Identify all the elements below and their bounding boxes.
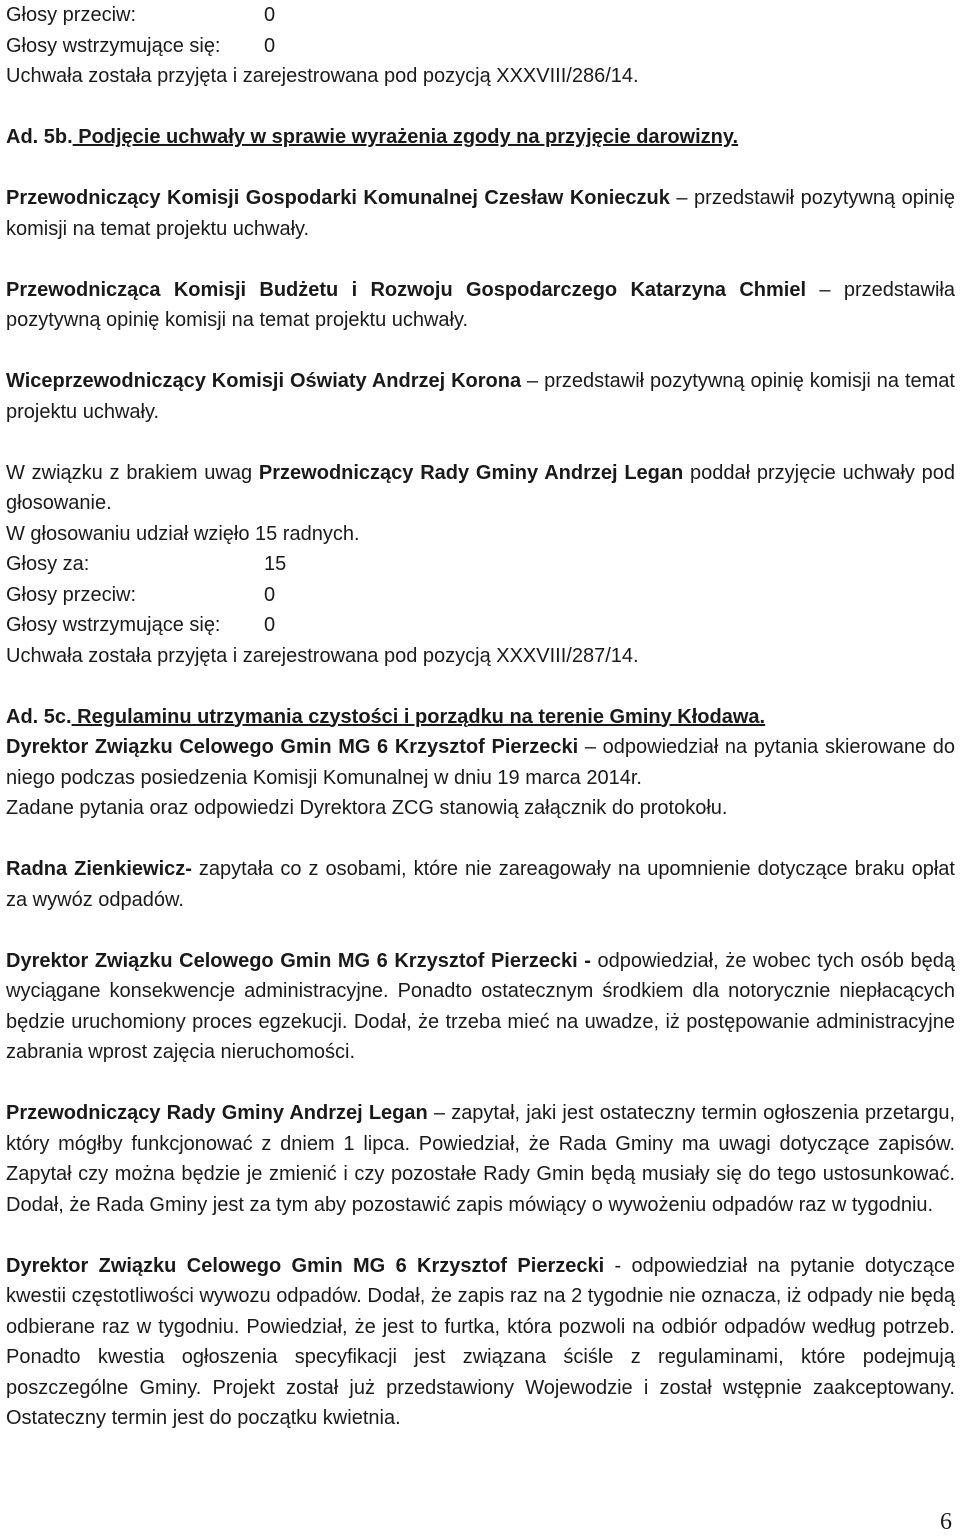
speaker-pierzecki: Dyrektor Związku Celowego Gmin MG 6 Krzysztof Pierzecki -: [6, 949, 591, 972]
vote-abstain-value: 0: [264, 614, 276, 636]
paragraph-text: - odpowiedział na pytanie dotyczące kwestii częstotliwości wywozu odpadów. Dodał, że zapis raz na 2 tygodnie nie oznacza, iż odpady nie będą odbierane raz w tygodniu. Powiedział, że jest to furtka, która pozwoli na odbiór odpadów według potrzeb. Ponadto kwestia ogłoszenia specyfikacji jest związana ściśle z regulaminami, które podejmują poszczególne Gminy. Projekt został już przedstawiony Wojewodzie i został wstępnie zaakceptowany. Ostateczny termin jest do początku kwietnia.: [6, 1254, 955, 1429]
vote-abstain-label: Głosy wstrzymujące się:: [6, 34, 221, 57]
vote-participation: W głosowaniu udział wzięło 15 radnych.: [6, 522, 360, 545]
paragraph-zienkiewicz: [6, 854, 955, 915]
spacer: [6, 915, 955, 946]
heading-5c-title: Regulaminu utrzymania czystości i porządku na terenie Gminy Kłodawa.: [71, 705, 766, 728]
spacer: [6, 824, 955, 855]
speaker-chmiel: Przewodnicząca Komisji Budżetu i Rozwoju Gospodarczego Katarzyna Chmiel: [6, 278, 807, 301]
dash: –: [578, 736, 603, 758]
vote-abstain-value: 0: [264, 34, 276, 57]
vote-abstain-label: Głosy wstrzymujące się:: [6, 614, 221, 636]
spacer: [6, 427, 955, 458]
vote-abstain-row: [6, 31, 955, 62]
paragraph-text: odpowiedział, że wobec tych osób będą wyciągane konsekwencje administracyjne. Ponadto ostatecznym środkiem dla notorycznie niepłacących będzie uruchomiony proces egzekucji. Dodał, że trzeba mieć na uwadze, iż postępowanie administracyjne zabrania wprost zajęcia nieruchomości.: [6, 949, 955, 1063]
speaker-pierzecki: Dyrektor Związku Celowego Gmin MG 6 Krzysztof Pierzecki: [6, 736, 579, 758]
paragraph-attachment-note: Zadane pytania oraz odpowiedzi Dyrektora ZCG stanowią załącznik do protokołu.: [6, 797, 728, 819]
spacer: [6, 244, 955, 275]
vote-against-row: [6, 580, 955, 611]
speaker-legan: Przewodniczący Rady Gminy Andrzej Legan: [6, 1102, 428, 1124]
heading-5b-title: Podjęcie uchwały w sprawie wyrażenia zgody na przyjęcie darowizny.: [72, 126, 739, 148]
spacer: [6, 92, 955, 123]
speaker-konieczuk: Przewodniczący Komisji Gospodarki Komunalnej Czesław Konieczuk: [6, 187, 670, 209]
heading-5b-prefix: Ad. 5b.: [6, 126, 73, 148]
speaker-korona: Wiceprzewodniczący Komisji Oświaty Andrzej Korona: [6, 370, 522, 392]
vote-for-value: 15: [264, 553, 287, 575]
speaker-zienkiewicz: Radna Zienkiewicz-: [6, 858, 192, 880]
spacer: [6, 336, 955, 367]
speaker-legan: Przewodniczący Rady Gminy Andrzej Legan: [258, 461, 684, 484]
paragraph-legan-vote: [6, 458, 955, 519]
paragraph-korona: [6, 366, 955, 427]
vote-for-label: Głosy za:: [6, 553, 90, 575]
speaker-pierzecki: Dyrektor Związku Celowego Gmin MG 6 Krzysztof Pierzecki: [6, 1254, 605, 1277]
spacer: [6, 671, 955, 702]
spacer: [6, 153, 955, 184]
vote-against-label: Głosy przeciw:: [6, 583, 137, 606]
spacer: [6, 1068, 955, 1099]
vote-against-value: 0: [264, 4, 276, 26]
paragraph-legan-question: [6, 1098, 955, 1220]
heading-item-5b: [6, 122, 955, 153]
heading-item-5c: [6, 702, 955, 733]
paragraph-text: zapytała co z osobami, które nie zareagowały na upomnienie dotyczące braku opłat za wywóz odpadów.: [6, 858, 955, 911]
paragraph-pierzecki-1: [6, 732, 955, 793]
dash: –: [427, 1102, 452, 1124]
vote-against-value: 0: [264, 583, 276, 606]
dash: –: [669, 187, 695, 209]
heading-5c-prefix: Ad. 5c.: [6, 705, 72, 728]
vote-against-label: Głosy przeciw:: [6, 4, 137, 26]
paragraph-text: przedstawiła pozytywną opinię komisji na temat projektu uchwały.: [6, 278, 955, 331]
paragraph-text: W związku z brakiem uwag: [6, 461, 259, 484]
paragraph-pierzecki-2: [6, 946, 955, 1068]
paragraph-text: zapytał, jaki jest ostateczny termin ogłoszenia przetargu, który mógłby funkcjonować z dniem 1 lipca. Powiedział, że Rada Gminy ma uwagi dotyczące zapisów. Zapytał czy można będzie je zmienić i czy pozostałe Rady Gmin będą musiały się do tego ustosunkować. Dodał, że Rada Gminy jest za tym aby pozostawić zapis mówiący o wywożeniu odpadów raz w tygodniu.: [6, 1102, 955, 1216]
paragraph-text: odpowiedział na pytania skierowane do niego podczas posiedzenia Komisji Komunalnej w dniu 19 marca 2014r.: [6, 736, 955, 789]
page-number: 6: [940, 1509, 952, 1535]
vote-against-row: [6, 0, 955, 31]
paragraph-pierzecki-3: [6, 1251, 955, 1434]
dash: –: [806, 278, 844, 301]
paragraph-text: przedstawił pozytywną opinię komisji na temat projektu uchwały.: [6, 370, 955, 423]
paragraph-text: przedstawił pozytywną opinię komisji na temat projektu uchwały.: [6, 187, 955, 240]
spacer: [6, 1220, 955, 1251]
paragraph-chmiel: [6, 275, 955, 336]
resolution-286: Uchwała została przyjęta i zarejestrowana pod pozycją XXXVIII/286/14.: [6, 65, 639, 87]
vote-abstain-row: [6, 610, 955, 641]
paragraph-konieczuk: [6, 183, 955, 244]
vote-for-row: [6, 549, 955, 580]
paragraph-text: poddał przyjęcie uchwały pod głosowanie.: [6, 461, 955, 514]
document-page: [6, 0, 955, 1434]
resolution-287: Uchwała została przyjęta i zarejestrowana pod pozycją XXXVIII/287/14.: [6, 644, 639, 667]
dash: –: [521, 370, 545, 392]
